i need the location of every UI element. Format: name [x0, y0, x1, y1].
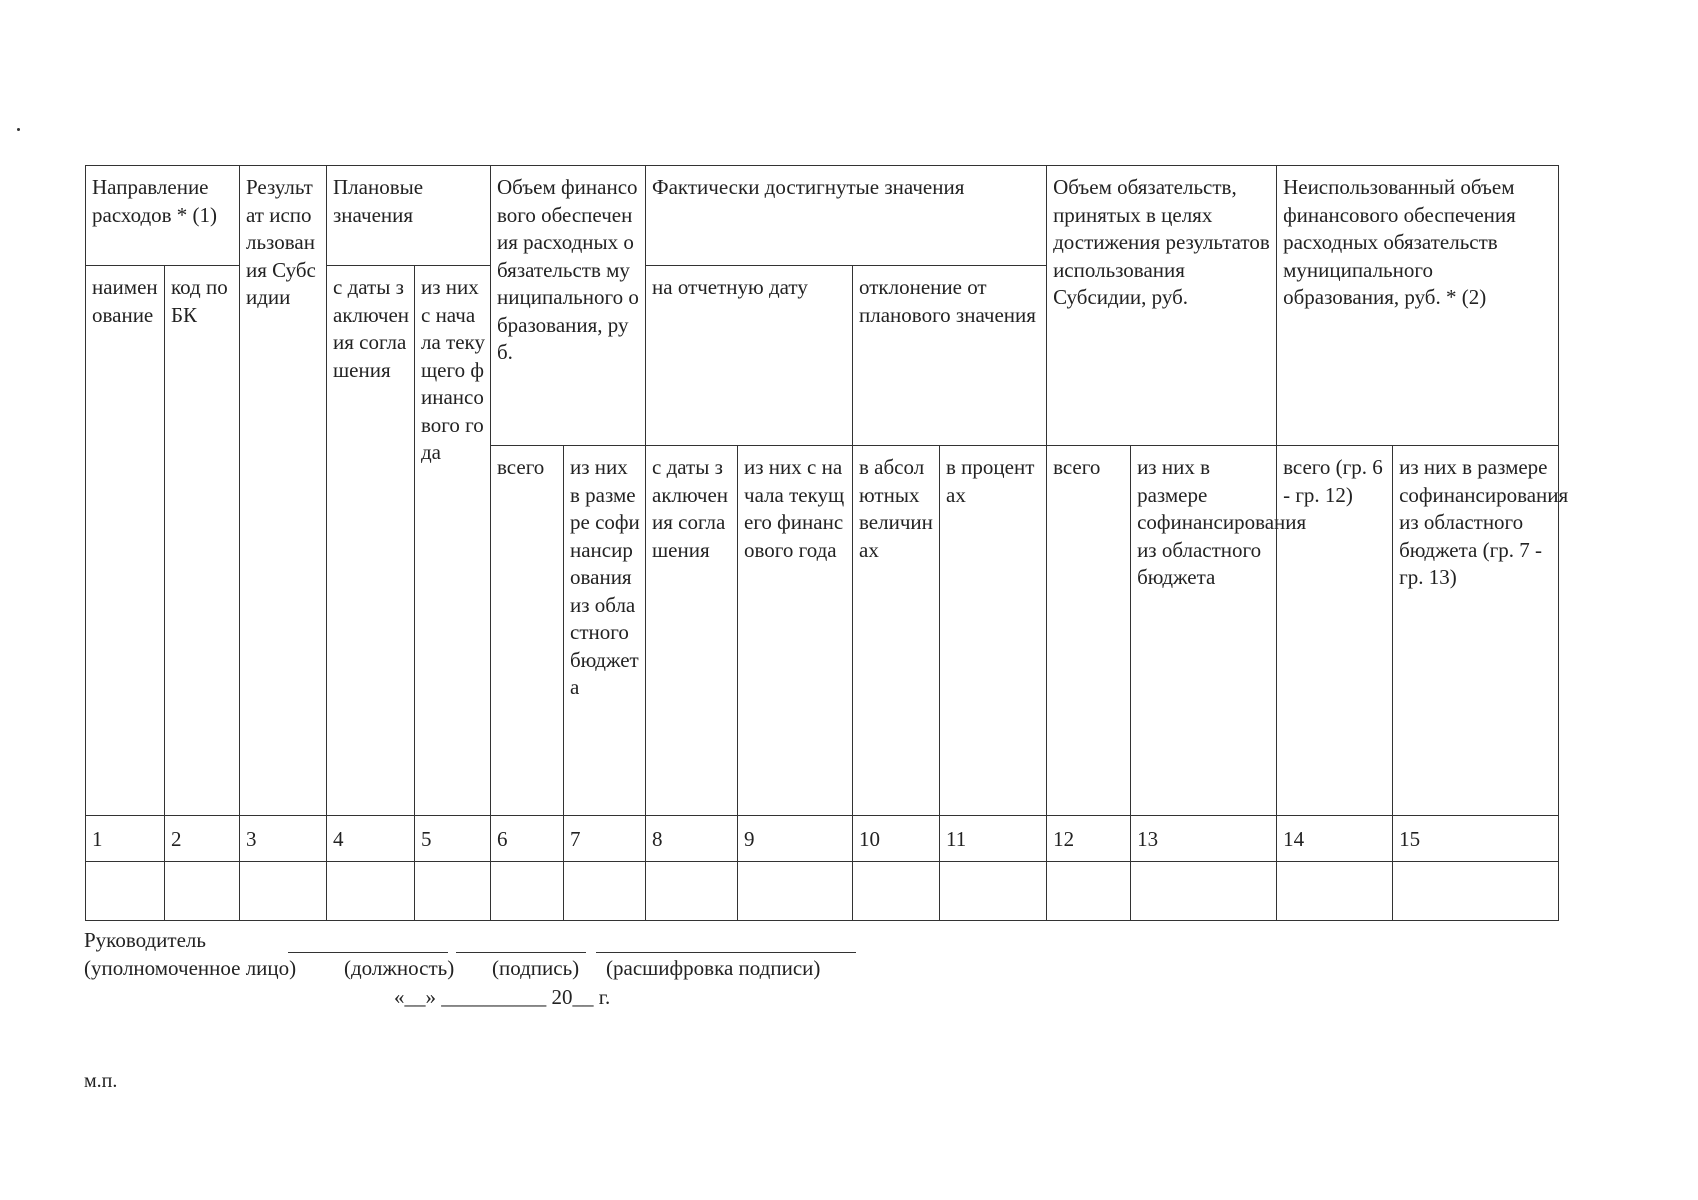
report-table — [85, 165, 1569, 921]
header-obligations-total: всего — [1047, 446, 1131, 816]
header-code: код по БК — [165, 266, 240, 816]
header-actual-from-year: из них с начала текущего финансового года — [738, 446, 853, 816]
header-name: наименование — [86, 266, 165, 816]
header-actual-on-date: на отчетную дату — [646, 266, 853, 446]
authorized-label: (уполномоченное лицо) — [84, 956, 297, 980]
header-planned: Плановые значения — [327, 166, 491, 266]
header-result: Результат использования Субсидии — [240, 166, 327, 816]
empty-cell — [1047, 862, 1131, 921]
decoding-caption: (расшифровка подписи) — [606, 956, 821, 980]
column-number: 15 — [1393, 816, 1559, 862]
empty-data-row — [86, 862, 1559, 921]
column-number: 5 — [415, 816, 491, 862]
empty-cell — [853, 862, 940, 921]
column-number: 13 — [1131, 816, 1277, 862]
signature-line — [456, 952, 586, 953]
column-number: 2 — [165, 816, 240, 862]
empty-cell — [240, 862, 327, 921]
column-number: 3 — [240, 816, 327, 862]
header-actual-from-agreement: с даты заключения соглашения — [646, 446, 738, 816]
header-unused: Неиспользованный объем финансового обеспечения расходных обязательств муниципального образования, руб. * (2) — [1277, 166, 1559, 446]
column-number: 10 — [853, 816, 940, 862]
empty-cell — [165, 862, 240, 921]
header-unused-cofin: из них в размере софинансирования из областного бюджета (гр. 7 - гр. 13) — [1393, 446, 1559, 816]
empty-cell — [738, 862, 853, 921]
empty-cell — [1393, 862, 1559, 921]
stray-mark — [17, 128, 20, 131]
column-number: 14 — [1277, 816, 1393, 862]
column-number: 11 — [940, 816, 1047, 862]
empty-cell — [646, 862, 738, 921]
column-number: 7 — [564, 816, 646, 862]
empty-cell — [940, 862, 1047, 921]
header-funding-cofin: из них в размере софинансирования из областного бюджета — [564, 446, 646, 816]
header-actual-deviation: отклонение от планового значения — [853, 266, 1047, 446]
header-planned-from-agreement: с даты заключения соглашения — [327, 266, 415, 816]
head-label: Руководитель — [84, 928, 206, 952]
empty-cell — [1277, 862, 1393, 921]
empty-cell — [415, 862, 491, 921]
header-deviation-percent: в процентах — [940, 446, 1047, 816]
column-number: 6 — [491, 816, 564, 862]
column-number: 1 — [86, 816, 165, 862]
empty-cell — [86, 862, 165, 921]
date-line: «__» __________ 20__ г. — [394, 985, 611, 1009]
empty-cell — [327, 862, 415, 921]
position-line — [288, 952, 448, 953]
signature-caption: (подпись) — [492, 956, 580, 980]
empty-cell — [1131, 862, 1277, 921]
header-obligations: Объем обязательств, принятых в целях достижения результатов использования Субсидии, руб. — [1047, 166, 1277, 446]
column-number: 9 — [738, 816, 853, 862]
header-unused-total: всего (гр. 6 - гр. 12) — [1277, 446, 1393, 816]
position-caption: (должность) — [344, 956, 455, 980]
column-number: 4 — [327, 816, 415, 862]
header-funding: Объем финансового обеспечения расходных обязательств муниципального образования, руб. — [491, 166, 646, 446]
header-funding-total: всего — [491, 446, 564, 816]
column-number: 8 — [646, 816, 738, 862]
header-direction: Направление расходов * (1) — [86, 166, 240, 266]
decoding-line — [596, 952, 856, 953]
header-obligations-cofin: из них в размере софинансирования из областного бюджета — [1131, 446, 1277, 816]
header-planned-from-year: из них с начала текущего финансового года — [415, 266, 491, 816]
stamp-place: м.п. — [84, 1070, 118, 1092]
column-number: 12 — [1047, 816, 1131, 862]
empty-cell — [564, 862, 646, 921]
header-deviation-absolute: в абсолютных величинах — [853, 446, 940, 816]
empty-cell — [491, 862, 564, 921]
header-actual: Фактически достигнутые значения — [646, 166, 1047, 266]
